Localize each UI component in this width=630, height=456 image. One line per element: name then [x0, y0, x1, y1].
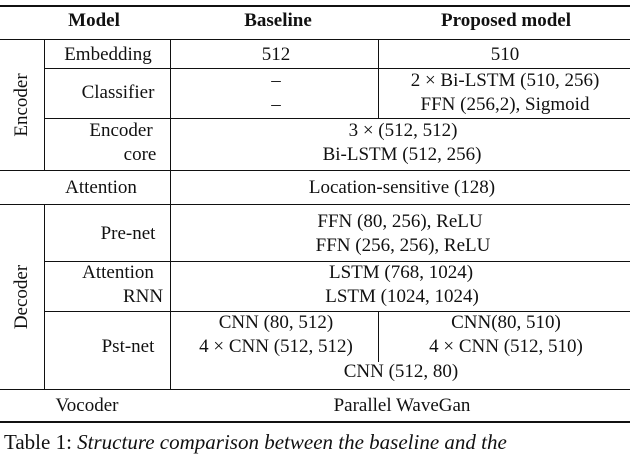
header-model: Model — [68, 10, 120, 31]
pstnet-label: Pst-net — [101, 336, 155, 357]
table-bottom-rule — [0, 421, 630, 423]
pstnet-shared-row3: CNN (512, 80) — [343, 361, 459, 382]
attention-value: Location-sensitive (128) — [308, 177, 496, 198]
encoder-group-label: Encoder — [11, 73, 32, 137]
embedding-label: Embedding — [64, 44, 152, 65]
attention-bottom-rule — [0, 204, 630, 205]
encoder-core-label-line1: Encoder — [89, 120, 153, 141]
prenet-value-line2: FFN (256, 256), ReLU — [315, 235, 491, 256]
attention-label: Attention — [65, 177, 137, 198]
vocoder-value: Parallel WaveGan — [333, 395, 471, 416]
encoder-core-value-line1: 3 × (512, 512) — [348, 120, 458, 141]
vocoder-label: Vocoder — [55, 395, 119, 416]
pstnet-proposed-row2: 4 × CNN (512, 510) — [429, 336, 583, 357]
caption-text: Structure comparison between the baseline and the — [77, 430, 507, 454]
embedding-proposed: 510 — [490, 44, 520, 65]
prenet-value-line1: FFN (80, 256), ReLU — [317, 211, 483, 232]
pstnet-proposed-row1: CNN(80, 510) — [451, 312, 561, 333]
decoder-bottom-rule — [0, 389, 630, 390]
classifier-proposed-row1: 2 × Bi-LSTM (510, 256) — [410, 70, 600, 91]
encoder-bottom-rule — [0, 170, 630, 171]
model-column-divider — [170, 40, 171, 389]
baseline-proposed-divider-pstnet — [378, 312, 379, 362]
decoder-group-label: Decoder — [11, 264, 32, 330]
pstnet-baseline-row1: CNN (80, 512) — [218, 312, 334, 333]
encoder-group-divider — [44, 40, 45, 170]
header-proposed-model: Proposed model — [440, 10, 572, 31]
caption-prefix: Table 1: — [4, 430, 72, 454]
embedding-baseline: 512 — [261, 44, 291, 65]
classifier-baseline-row1: – — [271, 70, 281, 91]
rule-below-classifier — [44, 118, 630, 119]
attention-rnn-label-line1: Attention — [82, 262, 154, 283]
baseline-proposed-divider-top — [378, 40, 379, 119]
header-bottom-rule — [0, 39, 630, 40]
table-top-rule — [0, 5, 630, 7]
classifier-proposed-row2: FFN (256,2), Sigmoid — [420, 94, 590, 115]
rule-below-embedding — [44, 68, 630, 69]
table-caption — [4, 430, 507, 454]
classifier-label: Classifier — [81, 82, 155, 103]
header-baseline: Baseline — [244, 10, 312, 31]
encoder-core-value-line2: Bi-LSTM (512, 256) — [322, 144, 482, 165]
attention-rnn-label-line2: RNN — [122, 286, 164, 307]
attention-rnn-value-line2: LSTM (1024, 1024) — [325, 286, 479, 307]
classifier-baseline-row2: – — [271, 94, 281, 115]
decoder-group-divider — [44, 205, 45, 389]
pstnet-baseline-row2: 4 × CNN (512, 512) — [199, 336, 353, 357]
attention-rnn-value-line1: LSTM (768, 1024) — [328, 262, 474, 283]
prenet-label: Pre-net — [100, 223, 156, 244]
encoder-core-label-line2: core — [123, 144, 157, 165]
